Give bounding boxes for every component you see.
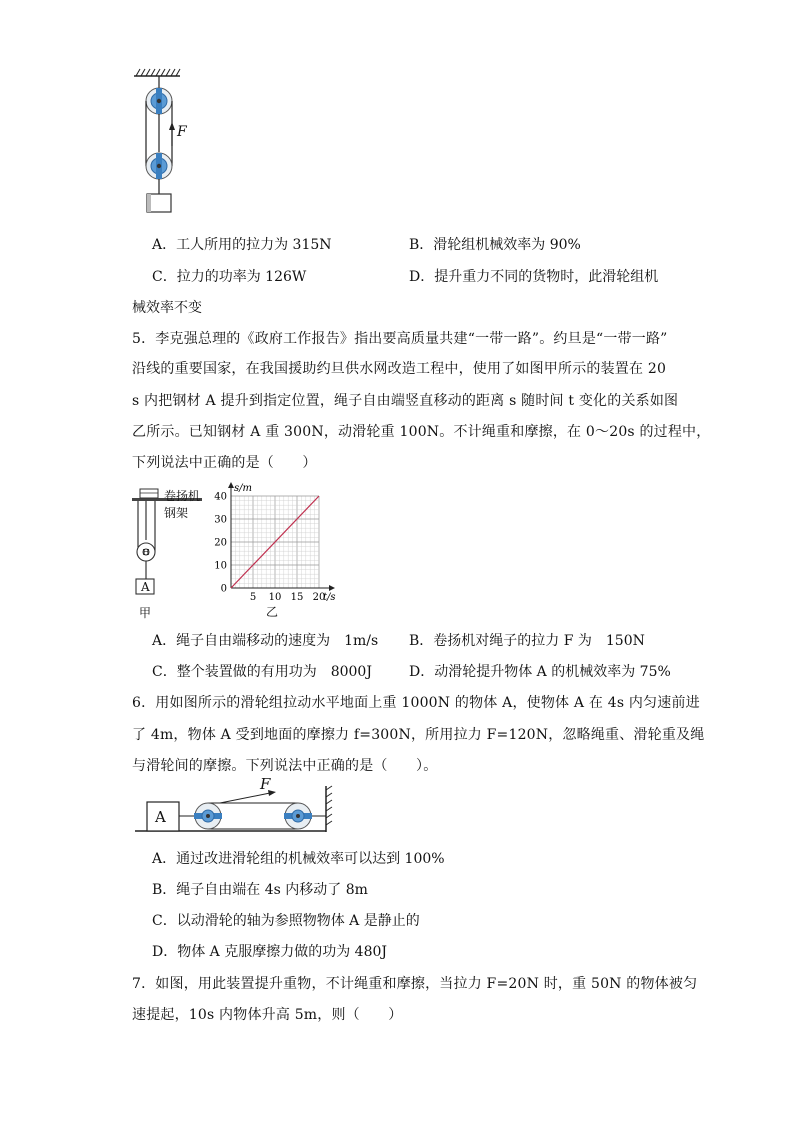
q5-winch-label: 卷扬机	[164, 489, 201, 503]
chart-x-axis-arrow	[329, 585, 335, 591]
q6-stem-line-3: 与滑轮间的摩擦。下列说法中正确的是（ ）。	[132, 758, 438, 774]
chart-ytick-label: 20	[214, 537, 227, 549]
q6-option-b[interactable]: B．绳子自由端在 4s 内移动了 8m	[152, 882, 368, 898]
chart-ytick-label: 0	[220, 583, 227, 595]
q4-option-a[interactable]: A．工人所用的拉力为 315N	[152, 237, 332, 253]
q6-block-label: A	[155, 808, 166, 826]
q4-option-c[interactable]: C．拉力的功率为 126W	[152, 269, 307, 285]
q5-frame-label: 钢架	[164, 506, 189, 520]
chart-ylabel: s/m	[234, 483, 252, 494]
q7-stem-line-1: 7．如图，用此装置提升重物，不计绳重和摩擦，当拉力 F=20N 时，重 50N 的物体被匀	[132, 976, 698, 992]
q4-pulley-diagram	[128, 66, 198, 218]
q5-option-b[interactable]: B．卷扬机对绳子的拉力 F 为 150N	[409, 633, 645, 649]
q5-stem-line-2: 沿线的重要国家，在我国援助约旦供水网改造工程中，使用了如图甲所示的装置在 20	[132, 361, 667, 377]
chart-xtick-label: 10	[268, 592, 282, 603]
q6-force-label: F	[260, 775, 271, 793]
q6-option-c[interactable]: C．以动滑轮的轴为参照物物体 A 是静止的	[152, 913, 420, 929]
q5-chart-caption: 乙	[266, 605, 279, 619]
chart-ytick-label: 10	[214, 560, 227, 572]
q5-option-a[interactable]: A．绳子自由端移动的速度为 1m/s	[152, 633, 379, 649]
chart-xtick-label: 15	[290, 592, 304, 603]
q5-chart-yi	[205, 480, 345, 615]
q5-stem-line-4: 乙所示。已知钢材 A 重 300N，动滑轮重 100N。不计绳重和摩擦，在 0～20s 的过程中，	[132, 424, 711, 440]
chart-xtick-label: 5	[249, 592, 257, 603]
chart-xtick-label: 20	[312, 592, 326, 603]
q6-stem-line-1: 6．用如图所示的滑轮组拉动水平地面上重 1000N 的物体 A，使物体 A 在 4s 内匀速前进	[132, 695, 700, 711]
q6-option-d[interactable]: D．物体 A 克服摩擦力做的功为 480J	[152, 944, 388, 960]
q5-block-label: A	[141, 580, 150, 594]
q7-stem-line-2: 速提起，10s 内物体升高 5m，则（ ）	[132, 1007, 403, 1023]
q5-fig-jia-caption: 甲	[139, 606, 152, 620]
q5-stem-line-5: 下列说法中正确的是（ ）	[132, 455, 317, 471]
chart-ytick-label: 40	[214, 491, 227, 503]
q4-option-b[interactable]: B．滑轮组机械效率为 90%	[409, 237, 581, 253]
q4-force-label: F	[177, 124, 187, 140]
chart-xlabel: t/s	[323, 592, 336, 603]
q4-option-d-cont: 械效率不变	[132, 300, 202, 316]
q5-stem-line-1: 5．李克强总理的《政府工作报告》指出要高质量共建“一带一路”。约旦是“一带一路”	[132, 331, 668, 347]
q6-pulley-diagram	[130, 776, 335, 838]
q5-option-d[interactable]: D．动滑轮提升物体 A 的机械效率为 75%	[409, 664, 671, 680]
svg-text:H: H	[142, 548, 150, 557]
chart-ytick-label: 30	[214, 514, 227, 526]
q5-stem-line-3: s 内把钢材 A 提升到指定位置，绳子自由端竖直移动的距离 s 随时间 t 变化的关系如图	[132, 393, 679, 409]
q6-stem-line-2: 了 4m，物体 A 受到地面的摩擦力 f=300N，所用拉力 F=120N，忽略绳重、滑轮重及绳	[132, 727, 705, 743]
q4-option-d[interactable]: D．提升重力不同的货物时，此滑轮组机	[409, 269, 659, 285]
q6-option-a[interactable]: A．通过改进滑轮组的机械效率可以达到 100%	[152, 851, 445, 867]
q5-option-c[interactable]: C．整个装置做的有用功为 8000J	[152, 664, 372, 680]
